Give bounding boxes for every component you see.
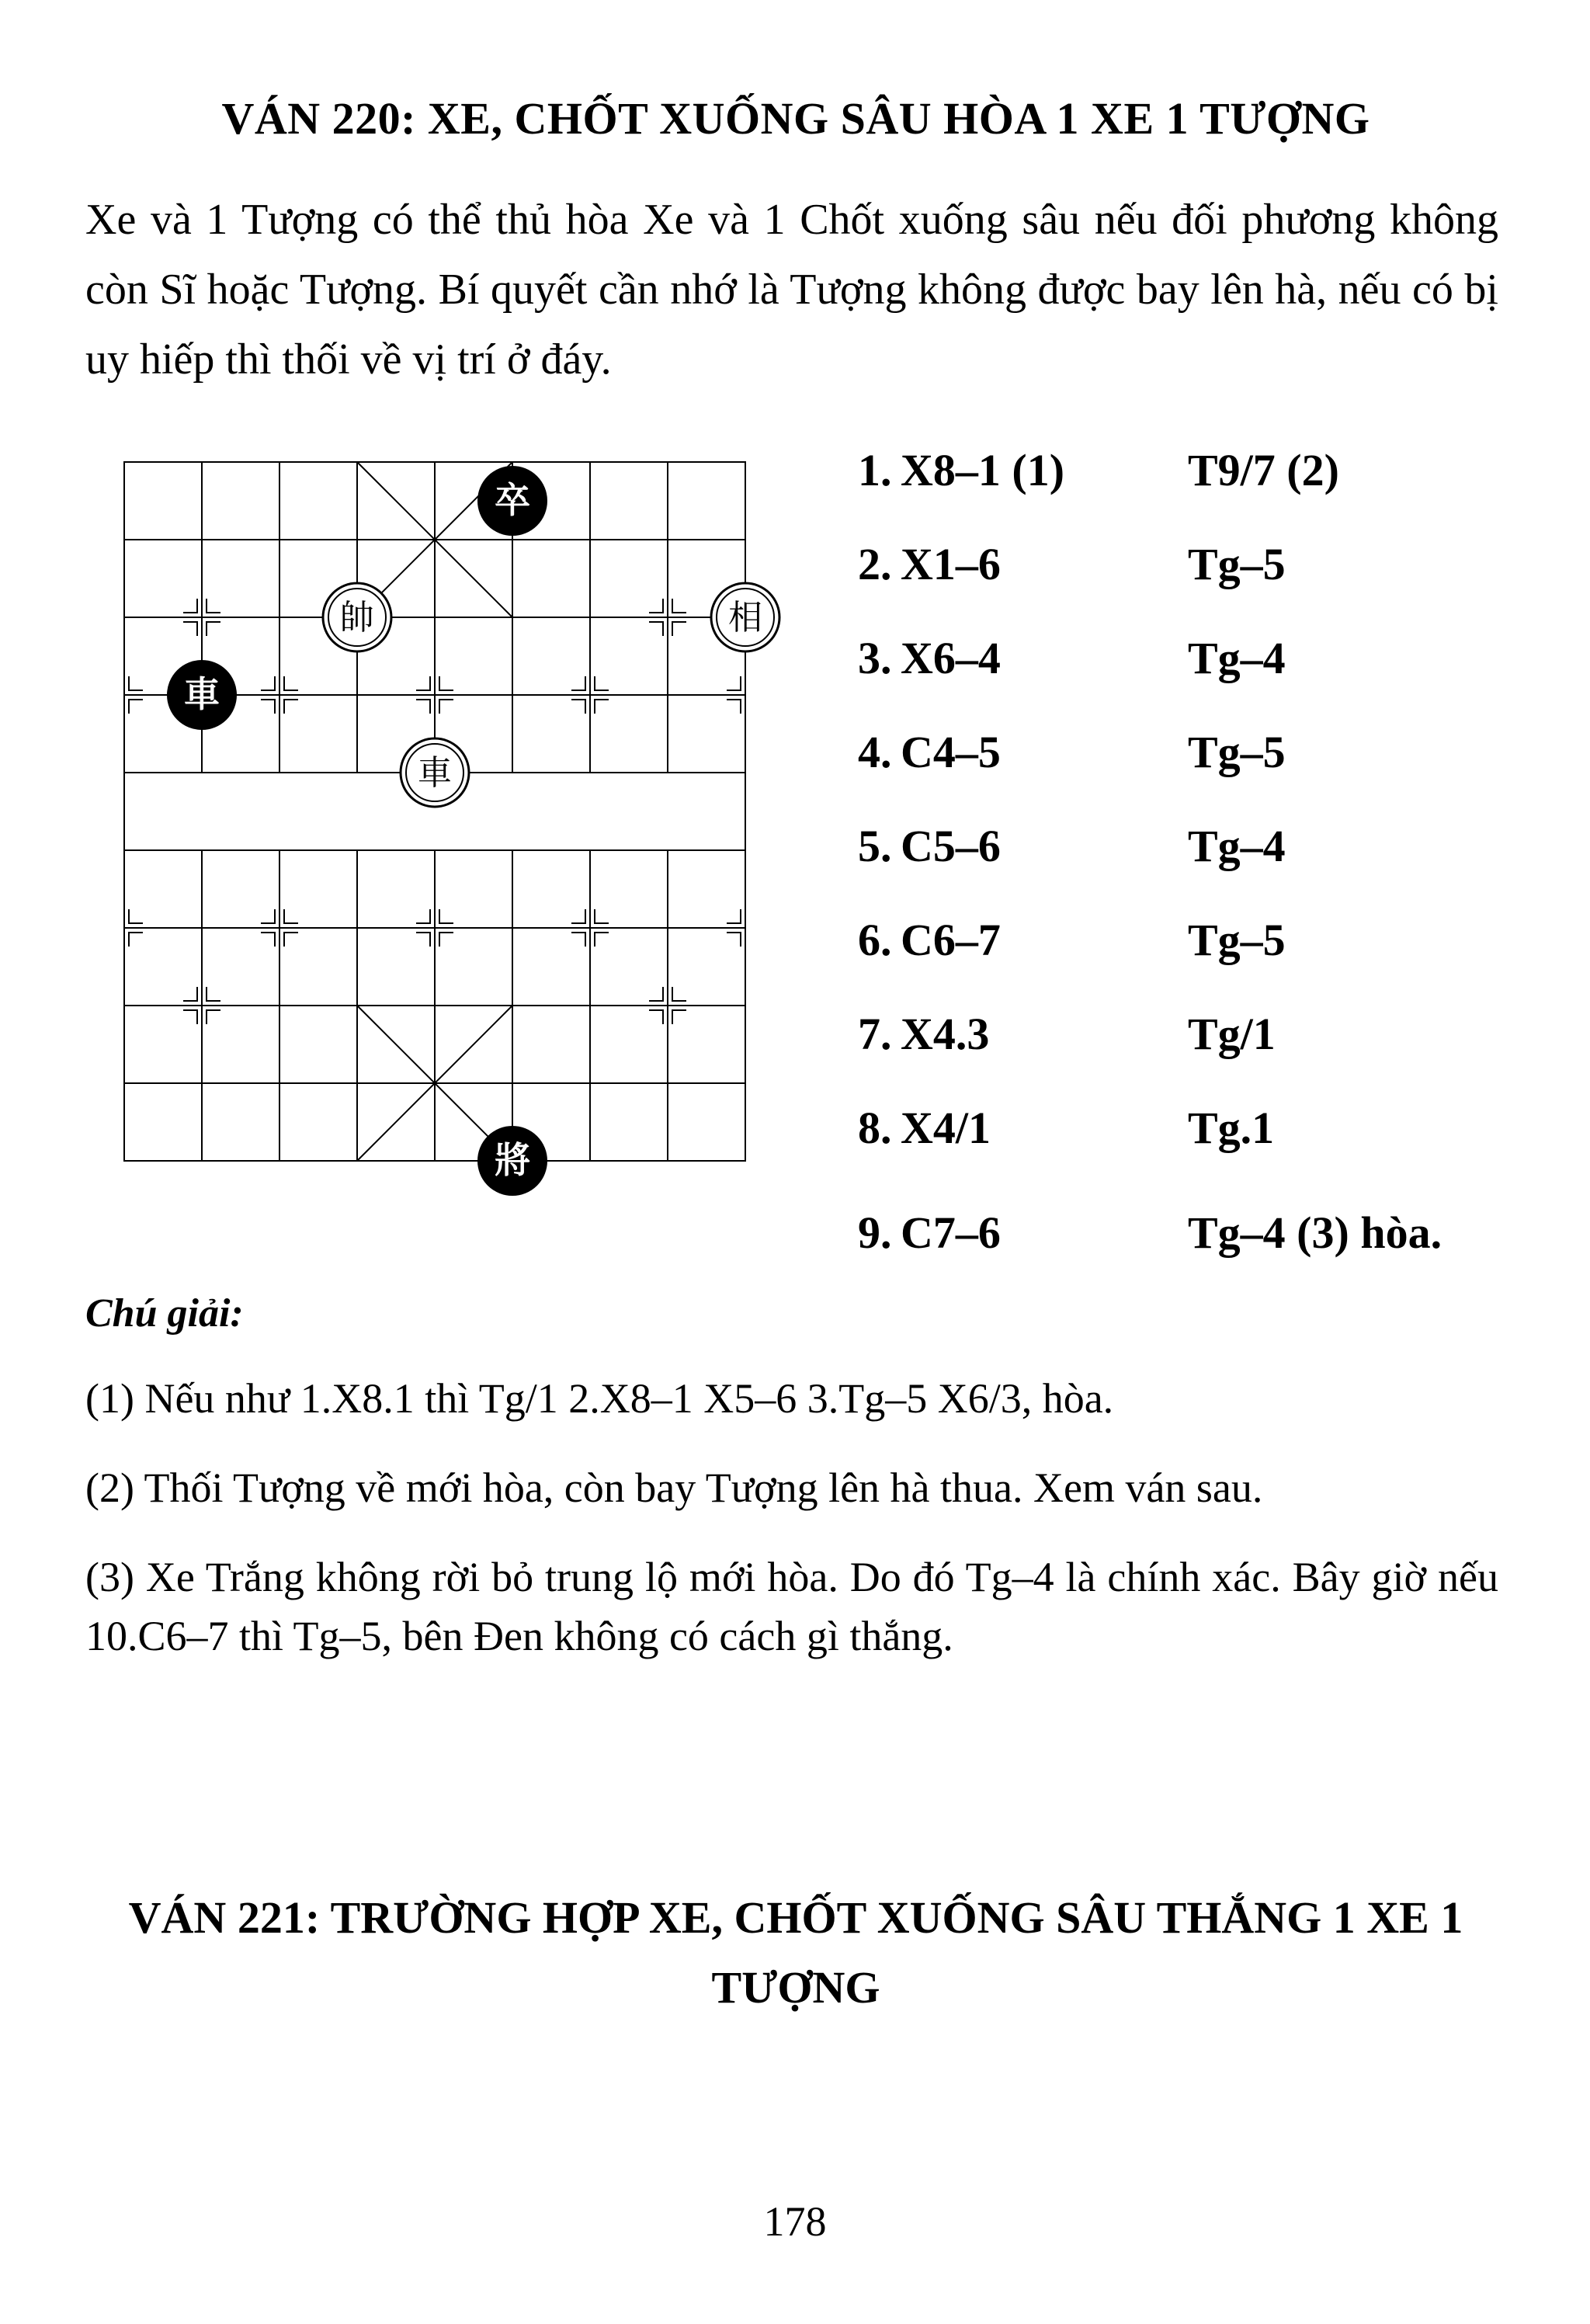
position-marker [649,622,663,636]
move-number: 7. [858,1009,892,1059]
move-number: 4. [858,727,892,777]
move-list [858,423,1541,1280]
position-marker [207,622,220,636]
position-marker [727,700,741,714]
position-marker [439,700,453,714]
move-red: C6–7 [901,915,1001,965]
move-black: Tg–4 [1188,821,1286,871]
position-marker [261,933,275,947]
move-number: 1. [858,445,892,495]
move-number: 9. [858,1207,892,1258]
position-marker [649,599,663,613]
move-red: X8–1 (1) [901,445,1065,495]
position-marker [727,676,741,690]
section-heading: VÁN 220: XE, CHỐT XUỐNG SÂU HÒA 1 XE 1 TƯỢNG [221,93,1370,144]
position-marker [129,909,143,923]
notes-heading: Chú giải: [85,1291,244,1336]
move-row [858,893,1541,987]
position-marker [595,700,609,714]
position-marker [207,1010,220,1024]
move-black: Tg–4 [1188,633,1286,683]
move-row [858,423,1541,517]
position-marker [672,599,686,613]
move-number: 2. [858,539,892,589]
position-marker [571,700,585,714]
position-marker [284,676,298,690]
note-1: (1) Nếu như 1.X8.1 thì Tg/1 2.X8–1 X5–6 3.Tg–5 X6/3, hòa. [85,1375,1114,1422]
move-red: X4/1 [901,1103,991,1153]
position-marker [649,987,663,1001]
position-marker [207,987,220,1001]
move-number: 3. [858,633,892,683]
position-marker [727,909,741,923]
note-2: (2) Thối Tượng về mới hòa, còn bay Tượng lên hà thua. Xem ván sau. [85,1464,1263,1511]
next-section-heading: VÁN 221: TRƯỜNG HỢP XE, CHỐT XUỐNG SÂU THẮNG 1 XE 1 TƯỢNG [128,1892,1463,2013]
position-marker [183,1010,197,1024]
move-black: Tg/1 [1188,1009,1276,1059]
position-marker [129,933,143,947]
move-row [858,1081,1541,1175]
position-marker [416,933,430,947]
position-marker [439,676,453,690]
intro-paragraph: Xe và 1 Tượng có thể thủ hòa Xe và 1 Chốt xuống sâu nếu đối phương không còn Sĩ hoặc Tượng. Bí quyết cần nhớ là Tượng không được bay lên hà, nếu có bị uy hiếp thì thối về vị trí ở đáy. [85,196,1498,384]
board-diagram [101,443,784,1235]
piece-glyph: 車 [184,673,220,715]
move-number: 8. [858,1103,892,1153]
position-marker [284,909,298,923]
piece-glyph: 相 [728,598,762,637]
position-marker [416,700,430,714]
move-black: Tg–5 [1188,539,1286,589]
position-marker [416,676,430,690]
move-red: C4–5 [901,727,1001,777]
position-marker [129,676,143,690]
move-row [858,1186,1541,1280]
piece-glyph: 帥 [340,598,374,637]
move-red: X1–6 [901,539,1001,589]
position-marker [183,622,197,636]
position-marker [672,987,686,1001]
position-marker [672,622,686,636]
move-number: 6. [858,915,892,965]
position-marker [284,933,298,947]
position-marker [595,909,609,923]
move-black: Tg–5 [1188,727,1286,777]
piece-glyph: 將 [495,1139,530,1181]
move-row [858,611,1541,705]
move-red: X4.3 [901,1009,990,1059]
position-marker [284,700,298,714]
position-marker [727,933,741,947]
piece-glyph: 卒 [495,479,530,521]
move-black: T9/7 (2) [1188,445,1339,495]
position-marker [571,933,585,947]
position-marker [183,987,197,1001]
position-marker [595,933,609,947]
move-black: Tg–4 (3) hòa. [1188,1207,1442,1258]
position-marker [672,1010,686,1024]
position-marker [571,909,585,923]
move-row [858,799,1541,893]
position-marker [129,700,143,714]
position-marker [261,700,275,714]
move-red: X6–4 [901,633,1001,683]
page-number: 178 [763,2198,827,2245]
move-black: Tg.1 [1188,1103,1275,1153]
piece-glyph: 車 [418,753,452,793]
move-black: Tg–5 [1188,915,1286,965]
position-marker [261,909,275,923]
move-row [858,517,1541,611]
position-marker [649,1010,663,1024]
position-marker [183,599,197,613]
move-red: C7–6 [901,1207,1001,1258]
position-marker [595,676,609,690]
position-marker [439,933,453,947]
xiangqi-board [101,443,784,1235]
position-marker [416,909,430,923]
position-marker [571,676,585,690]
note-3: (3) Xe Trắng không rời bỏ trung lộ mới hòa. Do đó Tg–4 là chính xác. Bây giờ nếu 10.C6–7 thì Tg–5, bên Đen không có cách gì thắng. [85,1554,1498,1659]
position-marker [207,599,220,613]
move-row [858,705,1541,799]
position-marker [261,676,275,690]
move-row [858,987,1541,1081]
position-marker [439,909,453,923]
move-red: C5–6 [901,821,1001,871]
move-number: 5. [858,821,892,871]
